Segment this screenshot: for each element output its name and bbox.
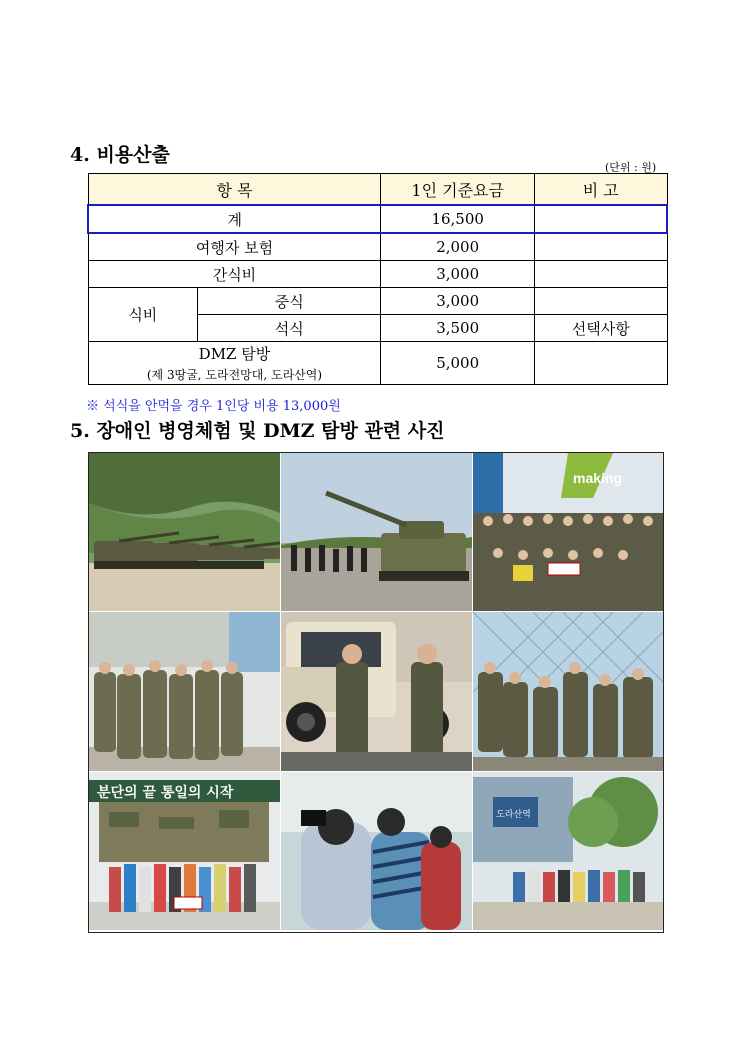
table-row-dmz (88, 342, 667, 385)
cell-note: 선택사항 (534, 315, 667, 342)
cell-price: 3,500 (381, 315, 535, 342)
cell-item: 간식비 (88, 261, 381, 288)
photo-tanks-valley (89, 453, 280, 611)
photo-artillery-group (281, 453, 472, 611)
cell-item-sub: (제 3땅굴, 도라전망대, 도라산역) (146, 368, 323, 382)
header-price: 1인 기준요금 (381, 174, 535, 206)
cell-note (534, 261, 667, 288)
cell-price: 3,000 (381, 288, 535, 315)
sign-text: 분단의 끝 통일의 시작 (97, 785, 234, 801)
photo-group-banner (473, 453, 663, 611)
cost-table (87, 173, 668, 385)
cell-note (534, 288, 667, 315)
dinner-note: ※ 석식을 안먹을 경우 1인당 비용 13,000원 (86, 399, 341, 414)
cell-item: 석식 (198, 315, 381, 342)
header-item: 항 목 (88, 174, 381, 206)
cell-meal-group: 식비 (88, 288, 198, 342)
section4-title: 4. 비용산출 (70, 144, 170, 166)
cell-item-main: DMZ 탐방 (198, 345, 271, 363)
unit-label: (단위 : 원) (605, 161, 657, 174)
section5-title: 5. 장애인 병영체험 및 DMZ 탐방 관련 사진 (70, 420, 445, 442)
table-row-insurance (88, 233, 667, 261)
table-row-total (88, 205, 667, 233)
cell-item: 중식 (198, 288, 381, 315)
table-row-snack (88, 261, 667, 288)
cell-item: 계 (88, 205, 381, 233)
cell-note (534, 342, 667, 385)
cell-price: 3,000 (381, 261, 535, 288)
photo-grid (88, 452, 664, 933)
cell-price: 2,000 (381, 233, 535, 261)
photo-dmz-gate-group (89, 772, 280, 930)
cell-note (534, 233, 667, 261)
sign-text: making (573, 470, 623, 486)
photo-jeep-handshake (281, 612, 472, 771)
cell-price: 5,000 (381, 342, 535, 385)
photo-soldiers-gathered (89, 612, 280, 771)
cell-item: 여행자 보험 (88, 233, 381, 261)
photo-soldiers-fence (473, 612, 663, 771)
cell-price: 16,500 (381, 205, 535, 233)
sign-text: 도라산역 (496, 810, 531, 820)
cell-note (534, 205, 667, 233)
table-row-lunch (88, 288, 667, 315)
photo-dorasan-station (473, 772, 663, 930)
header-note: 비 고 (534, 174, 667, 206)
cell-item (88, 342, 381, 385)
photo-cameras (281, 772, 472, 930)
table-header-row (88, 174, 667, 206)
